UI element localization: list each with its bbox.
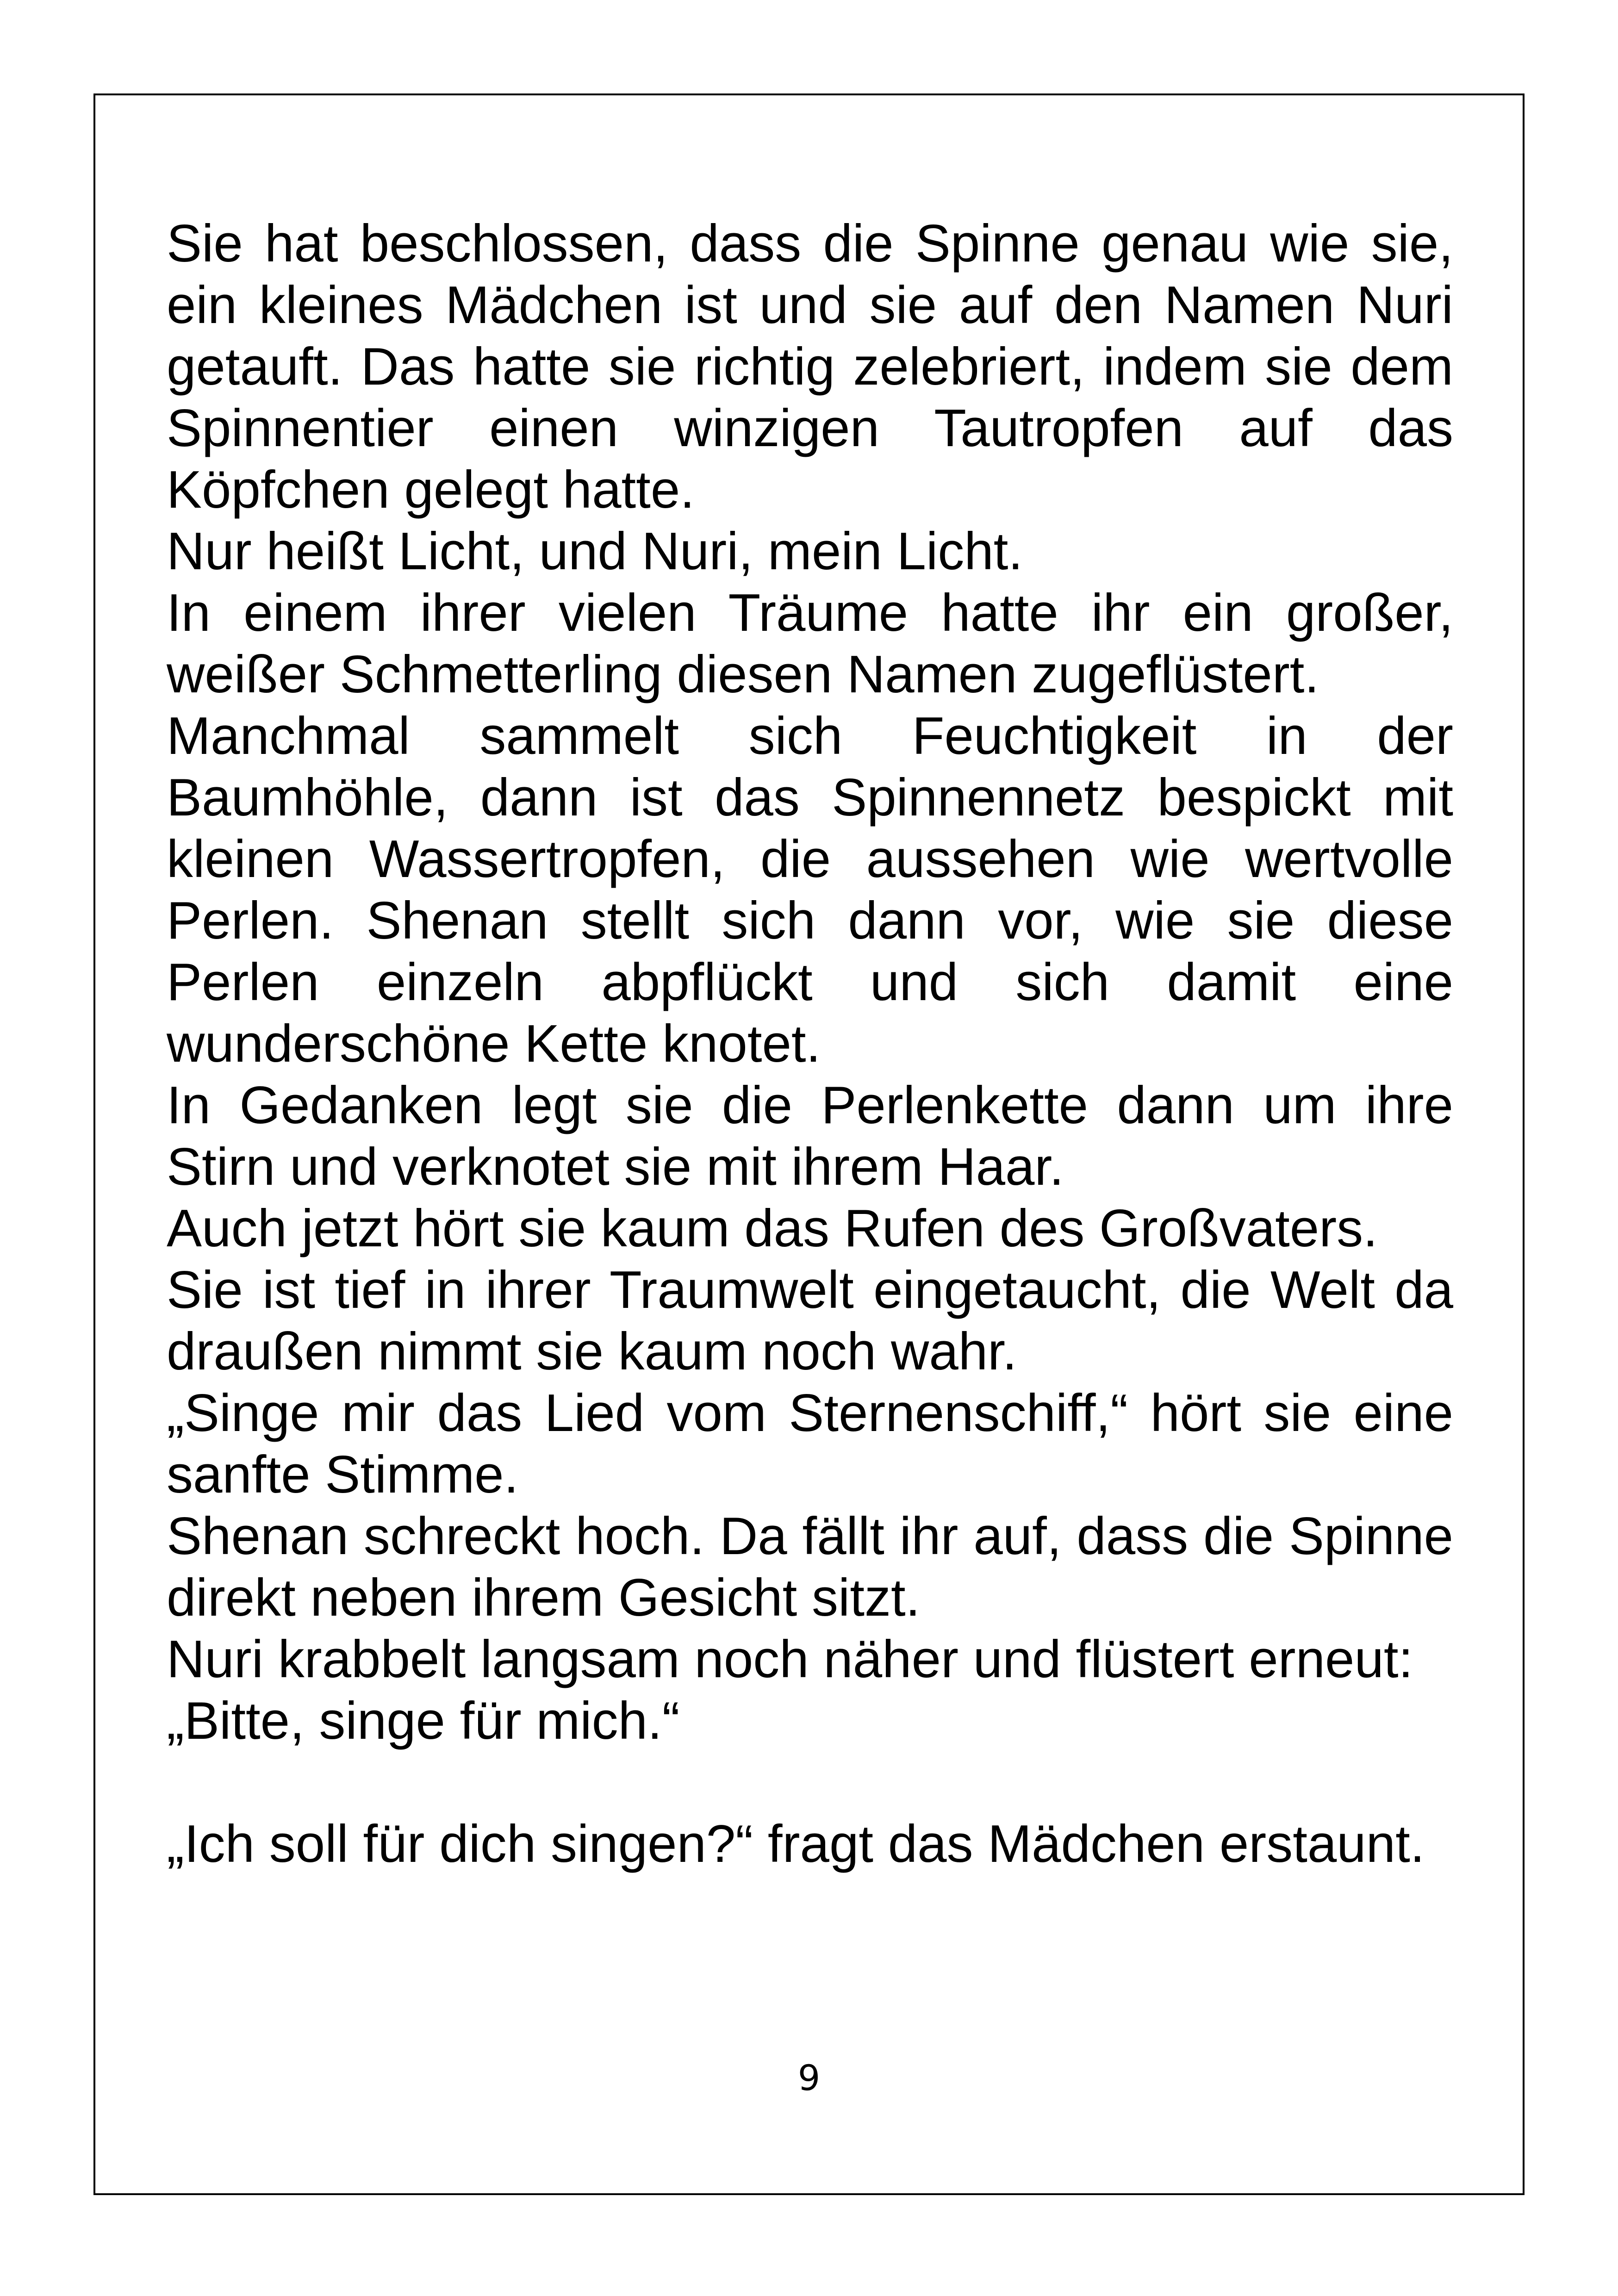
story-text — [167, 213, 1453, 1875]
paragraph: Sie ist tief in ihrer Traumwelt eingetaucht, die Welt da draußen nimmt sie kaum noch wahr. — [167, 1261, 1453, 1381]
paragraph: Sie hat beschlossen, dass die Spinne genau wie sie, ein kleines Mädchen ist und sie auf den Namen Nuri getauft. Das hatte sie richtig zelebriert, indem sie dem Spinnentier einen winzigen Tautropfen auf das Köpfchen gelegt hatte. — [167, 214, 1453, 519]
paragraph: Nuri krabbelt langsam noch näher und flüstert erneut: — [167, 1630, 1413, 1689]
paragraph: „Ich soll für dich singen?“ fragt das Mädchen erstaunt. — [167, 1815, 1425, 1873]
paragraph: Auch jetzt hört sie kaum das Rufen des Großvaters. — [167, 1199, 1378, 1258]
paragraph: „Singe mir das Lied vom Sternenschiff,“ hört sie eine sanfte Stimme. — [167, 1384, 1453, 1504]
paragraph: In Gedanken legt sie die Perlenkette dann um ihre Stirn und verknotet sie mit ihrem Haar. — [167, 1076, 1453, 1196]
paragraph: Manchmal sammelt sich Feuchtigkeit in der Baumhöhle, dann ist das Spinnennetz bespickt mit kleinen Wassertropfen, die aussehen wie wertvolle Perlen. Shenan stellt sich dann vor, wie sie diese Perlen einzeln abpflückt und sich damit eine wunderschöne Kette knotet. — [167, 707, 1453, 1073]
paragraph: „Bitte, singe für mich.“ — [167, 1692, 680, 1750]
paragraph: Shenan schreckt hoch. Da fällt ihr auf, dass die Spinne direkt neben ihrem Gesicht sitzt. — [167, 1507, 1453, 1627]
paragraph-spacer — [167, 1752, 1453, 1813]
paragraph: In einem ihrer vielen Träume hatte ihr ein großer, weißer Schmetterling diesen Namen zugeflüstert. — [167, 584, 1453, 704]
page-number: 9 — [797, 2057, 821, 2098]
paragraph: Nur heißt Licht, und Nuri, mein Licht. — [167, 522, 1023, 581]
